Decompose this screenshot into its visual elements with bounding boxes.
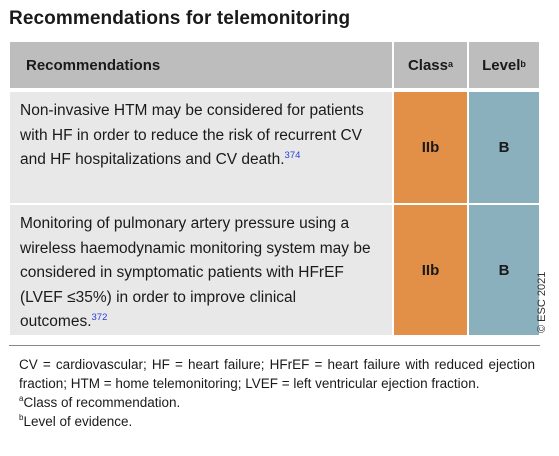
table-row: [9, 91, 540, 204]
table-header-row: [9, 41, 540, 91]
page-title: Recommendations for telemonitoring: [9, 8, 351, 29]
footnote-a-text: Class of recommendation.: [23, 395, 181, 410]
level-value: B: [498, 261, 510, 279]
recommendations-table: [9, 41, 540, 336]
header-level-label: Level: [482, 56, 521, 74]
level-value: B: [498, 139, 510, 156]
copyright-notice: © ESC 2021: [536, 271, 548, 333]
class-cell: [393, 91, 468, 204]
header-level: Level $^b$: [468, 41, 540, 89]
class-value: IIb: [421, 261, 440, 279]
footnote-b: [19, 412, 535, 431]
header-recommendations-label: Recommendations: [26, 56, 161, 74]
recommendation-text-cell: [9, 91, 393, 204]
table-row: [9, 204, 540, 336]
level-cell: [468, 204, 540, 336]
class-cell: [393, 204, 468, 336]
recommendation-text-cell: [9, 204, 393, 336]
footnote-b-text: Level of evidence.: [23, 414, 133, 429]
abbreviations-footnote: CV = cardiovascular; HF = heart failure; HFrEF = heart failure with reduced ejection fraction; HTM = home telemonitoring; LVEF = left ventricular ejection fraction.: [19, 357, 535, 391]
footnote-a-marker: a: [19, 393, 24, 403]
footnote-b-marker: b: [19, 412, 24, 422]
header-class-label: Class: [407, 56, 448, 74]
class-value: IIb: [421, 139, 440, 156]
divider: [9, 345, 540, 346]
recommendation-text: Non-invasive HTM may be considered for patients with HF in order to reduce the risk of recurrent CV and HF hospitalizations and CV death.: [20, 102, 364, 168]
header-class: Class $^a$: [393, 41, 468, 89]
reference-link[interactable]: 374: [284, 149, 301, 161]
footnotes: [19, 355, 535, 431]
level-cell: [468, 91, 540, 204]
header-recommendations: [9, 41, 393, 89]
reference-link[interactable]: 372: [91, 311, 108, 323]
footnote-a: [19, 393, 535, 412]
recommendation-text: Monitoring of pulmonary artery pressure using a wireless haemodynamic monitoring system may be considered in symptomatic patients with HFrEF (LVEF ≤35%) in order to improve clinical outcomes.: [20, 215, 371, 330]
